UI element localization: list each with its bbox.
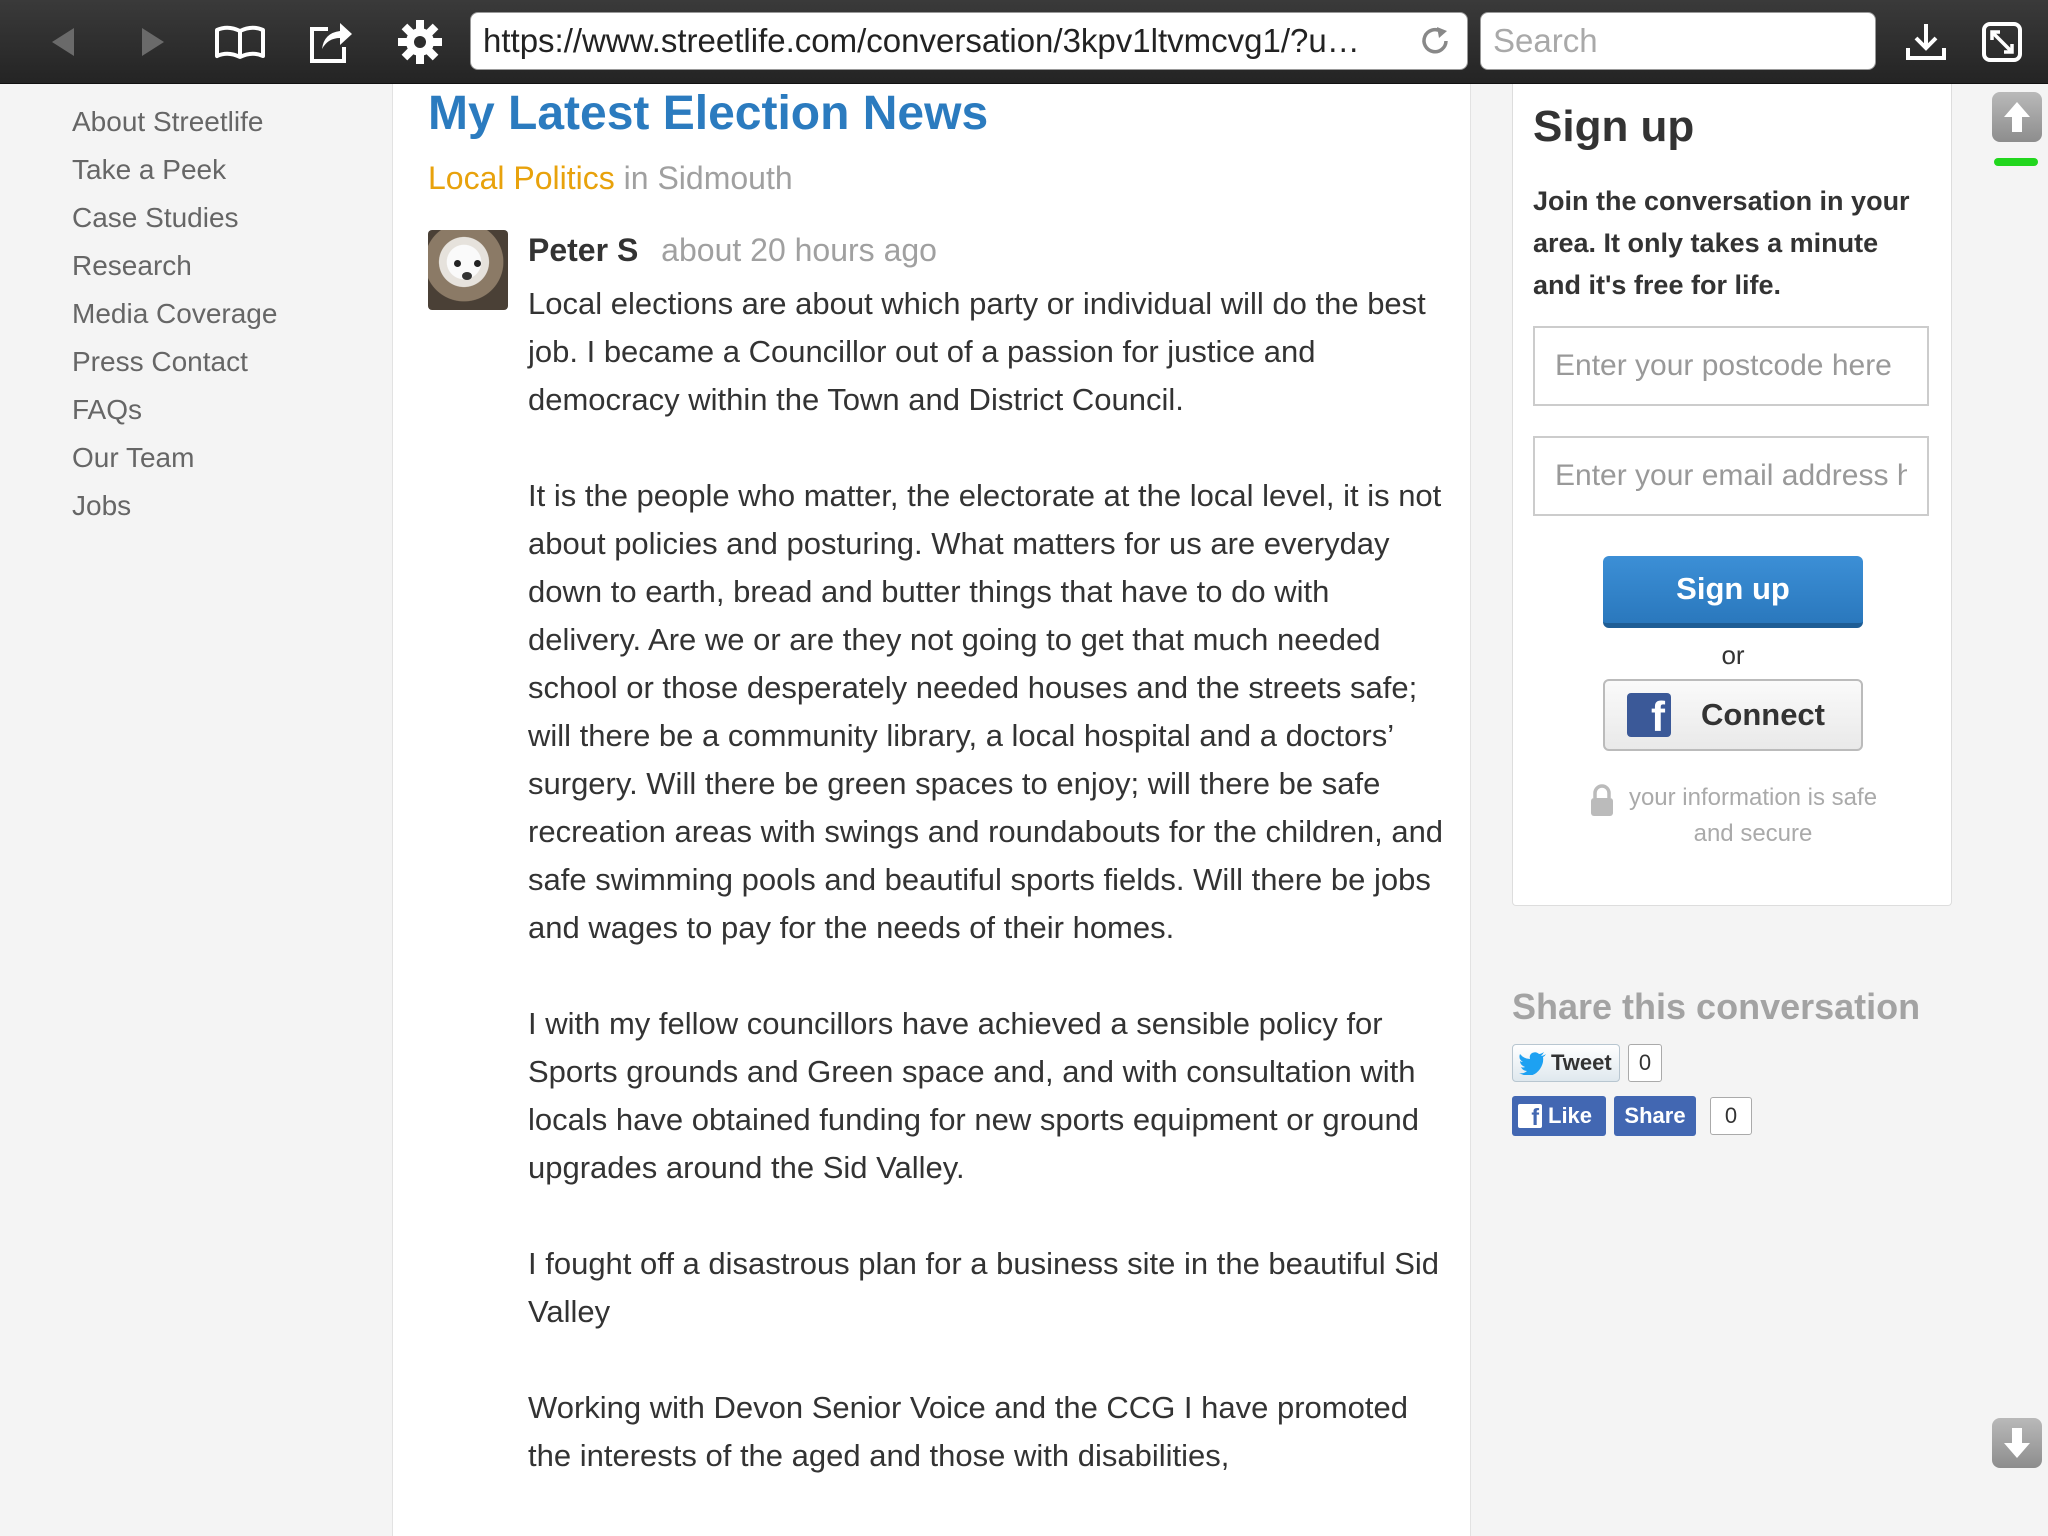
left-nav: [0, 84, 393, 1536]
scroll-up-button[interactable]: [1992, 92, 2042, 142]
signup-button[interactable]: Sign up: [1603, 556, 1863, 628]
connect-label: Connect: [1701, 697, 1825, 732]
url-bar[interactable]: [470, 12, 1468, 70]
or-separator: or: [1721, 640, 1745, 670]
post-timestamp: about 20 hours ago: [661, 232, 937, 268]
nav-item-take-a-peek[interactable]: Take a Peek: [72, 154, 227, 185]
post-paragraph: Local elections are about which party or individual will do the best job. I became a Councillor out of a passion for justice and democracy within the Town and District Council.: [528, 286, 1426, 417]
browser-toolbar: [0, 0, 2048, 84]
signup-title: Sign up: [1533, 102, 1695, 151]
post-paragraph: Working with Devon Senior Voice and the CCG I have promoted the interests of the aged and those with disabilities,: [528, 1390, 1408, 1473]
signup-card: [1512, 84, 1952, 906]
scroll-down-button[interactable]: [1992, 1418, 2042, 1468]
email-field[interactable]: [1533, 436, 1929, 516]
download-icon[interactable]: [1898, 14, 1954, 70]
forward-arrow-icon[interactable]: [124, 14, 180, 70]
like-label: Like: [1548, 1103, 1593, 1128]
nav-item-press-contact[interactable]: Press Contact: [72, 346, 248, 377]
nav-item-our-team[interactable]: Our Team: [72, 442, 195, 473]
facebook-like-button[interactable]: [1512, 1096, 1606, 1136]
location-prefix: in: [614, 160, 658, 196]
signup-description: Join the conversation in your area. It only takes a minute and it's free for life.: [1533, 186, 1910, 300]
tweet-label: Tweet: [1551, 1050, 1612, 1075]
search-bar[interactable]: [1480, 12, 1876, 70]
reload-icon[interactable]: [1415, 21, 1455, 61]
post-title: My Latest Election News: [428, 87, 989, 140]
post-body: [528, 280, 1448, 1528]
author-line: [528, 232, 937, 269]
scroll-position-indicator: [1994, 158, 2038, 166]
tweet-button[interactable]: [1512, 1044, 1620, 1082]
location-link[interactable]: Sidmouth: [657, 160, 793, 196]
search-input[interactable]: [1493, 22, 1863, 60]
lock-icon: [1589, 784, 1615, 818]
main-content: [393, 84, 1471, 1536]
avatar[interactable]: [428, 230, 508, 310]
category-link[interactable]: Local Politics: [428, 160, 615, 196]
share-icon[interactable]: [302, 14, 358, 70]
facebook-share-button[interactable]: Share: [1614, 1096, 1696, 1136]
twitter-bird-icon: [1519, 1051, 1547, 1075]
tweet-count: 0: [1628, 1044, 1662, 1082]
email-input[interactable]: [1555, 438, 1907, 514]
postcode-field[interactable]: [1533, 326, 1929, 406]
fullscreen-icon[interactable]: [1974, 14, 2030, 70]
postcode-input[interactable]: [1555, 328, 1907, 404]
facebook-count: 0: [1710, 1097, 1752, 1135]
nav-item-media-coverage[interactable]: Media Coverage: [72, 298, 278, 329]
secure-text-line2: and secure: [1693, 820, 1813, 847]
facebook-icon: f: [1518, 1104, 1542, 1128]
nav-item-case-studies[interactable]: Case Studies: [72, 202, 239, 233]
nav-item-research[interactable]: Research: [72, 250, 192, 281]
post-paragraph: I fought off a disastrous plan for a business site in the beautiful Sid Valley: [528, 1246, 1440, 1329]
secure-text-line1: your information is safe: [1628, 784, 1878, 811]
back-arrow-icon[interactable]: [36, 14, 92, 70]
nav-item-faqs[interactable]: FAQs: [72, 394, 143, 425]
facebook-icon: f: [1627, 693, 1671, 737]
arrow-down-icon: [2002, 1426, 2032, 1460]
post-paragraph: I with my fellow councillors have achieved a sensible policy for Sports grounds and Green space and, and with consultation with locals have obtained funding for new sports equipment or ground upgrades around the Sid Valley.: [528, 1006, 1419, 1185]
url-text[interactable]: https://www.streetlife.com/conversation/3kpv1ltvmcvg1/?u…: [483, 22, 1360, 59]
author-name[interactable]: Peter S: [528, 232, 639, 268]
post-paragraph: It is the people who matter, the electorate at the local level, it is not about policies and posturing. What matters for us are everyday down to earth, bread and butter things that have to do with delivery. Are we or are they not going to get that much needed school or those desperately needed houses and the streets safe; will there be a community library, a local hospital and a doctors’ surgery. Will there be green spaces to enjoy; will there be safe recreation areas with swings and roundabouts for the children, and safe swimming pools and beautiful sports fields. Will there be jobs and wages to pay for the needs of their homes.: [528, 478, 1444, 945]
post-subtitle: [428, 160, 793, 197]
secure-note: [1513, 780, 1953, 852]
nav-item-jobs[interactable]: Jobs: [72, 490, 132, 521]
share-title: Share this conversation: [1512, 986, 1921, 1027]
arrow-up-icon: [2002, 100, 2032, 134]
reading-list-icon[interactable]: [212, 14, 268, 70]
nav-item-about[interactable]: About Streetlife: [72, 106, 264, 137]
gear-icon[interactable]: [392, 14, 448, 70]
facebook-connect-button[interactable]: [1603, 679, 1863, 751]
